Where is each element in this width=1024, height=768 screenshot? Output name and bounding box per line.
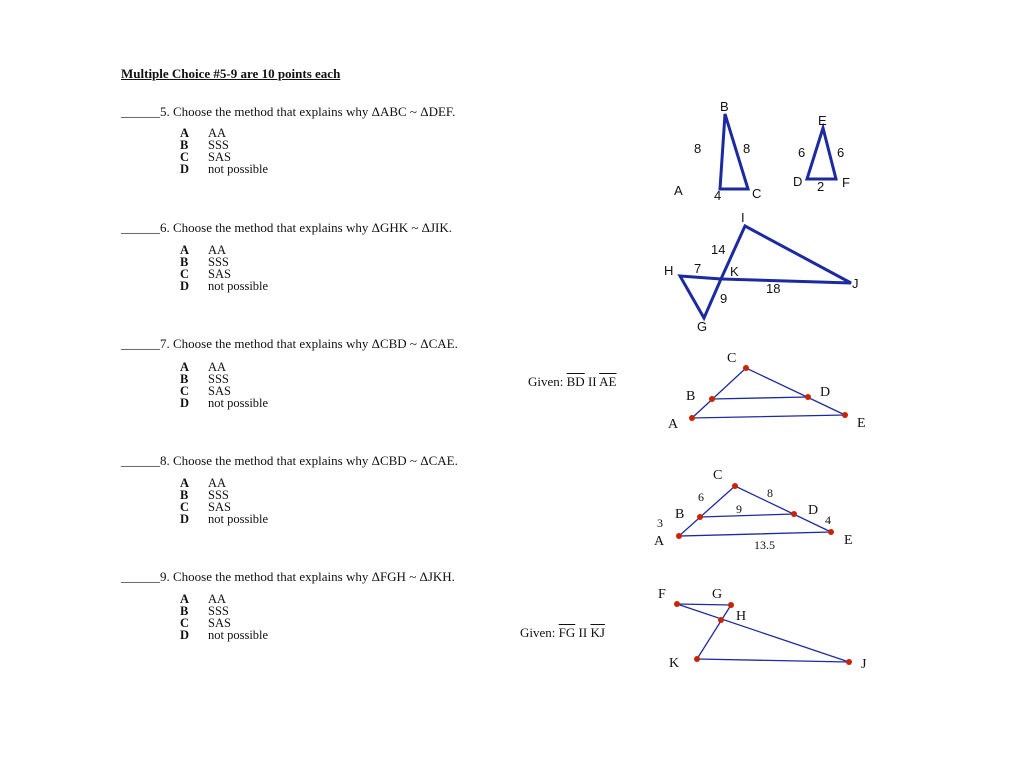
vertex-label-j: J: [861, 657, 867, 672]
question-5: ______5. Choose the method that explains why ΔABC ~ ΔDEF.: [121, 104, 456, 119]
point-c: [732, 483, 738, 489]
vertex-label-h: H: [664, 263, 674, 278]
segment-fg: [677, 604, 731, 605]
point-d: [791, 511, 797, 517]
choice-a[interactable]: A AA: [180, 126, 227, 140]
choice-d[interactable]: D not possible: [180, 512, 269, 526]
point-k: [694, 656, 700, 662]
choice-d[interactable]: D not possible: [180, 162, 269, 176]
vertex-label-a: A: [668, 417, 679, 432]
vertex-label-g: G: [697, 319, 708, 334]
side-label-de: 4: [825, 513, 831, 527]
point-c: [743, 365, 749, 371]
question-9: ______9. Choose the method that explains why ΔFGH ~ ΔJKH.: [121, 569, 455, 584]
figure-q5: [674, 99, 850, 203]
vertex-label-b: B: [720, 99, 729, 114]
vertex-label-f: F: [842, 175, 850, 190]
vertex-label-c: C: [713, 468, 723, 483]
point-d: [805, 394, 811, 400]
point-j: [846, 659, 852, 665]
side-label-hk: 7: [694, 261, 702, 276]
vertex-label-b: B: [675, 507, 685, 522]
question-6: ______6. Choose the method that explains why ΔGHK ~ ΔJIK.: [121, 220, 453, 235]
point-h: [718, 617, 724, 623]
point-a: [676, 533, 682, 539]
side-label-ba: 3: [657, 516, 663, 530]
segment-fj: [677, 604, 849, 662]
point-f: [674, 601, 680, 607]
vertex-label-d: D: [808, 503, 819, 518]
side-label-kj: 18: [766, 281, 781, 296]
vertex-label-f: F: [658, 587, 666, 602]
side-label-ab: 8: [694, 141, 702, 156]
triangle-ghk: [680, 276, 721, 318]
side-label-df: 2: [817, 179, 825, 194]
choice-c[interactable]: C SAS: [180, 500, 231, 514]
given-q7: Given: $\overline{BD}$ II $\overline{AE}$: [528, 374, 617, 389]
figure-q7: [668, 351, 866, 432]
point-g: [728, 602, 734, 608]
side-label-kg: 9: [720, 291, 728, 306]
segment-bd: [700, 514, 794, 517]
vertex-label-c: C: [752, 186, 762, 201]
side-label-cd: 8: [767, 486, 773, 500]
question-8: ______8. Choose the method that explains why ΔCBD ~ ΔCAE.: [121, 453, 458, 468]
side-label-cb: 6: [698, 490, 704, 504]
point-a: [689, 415, 695, 421]
vertex-label-k: K: [669, 656, 680, 671]
vertex-label-h: H: [736, 609, 747, 624]
vertex-label-a: A: [674, 183, 683, 198]
point-e: [842, 412, 848, 418]
choice-c[interactable]: C SAS: [180, 267, 231, 281]
point-b: [697, 514, 703, 520]
choice-b[interactable]: B SSS: [180, 604, 229, 618]
choice-b[interactable]: B SSS: [180, 372, 229, 386]
vertex-label-e: E: [857, 416, 866, 431]
vertex-label-e: E: [844, 533, 853, 548]
point-b: [709, 396, 715, 402]
point-e: [828, 529, 834, 535]
choice-d[interactable]: D not possible: [180, 279, 269, 293]
figure-q6: [664, 210, 859, 334]
vertex-label-k: K: [730, 264, 739, 279]
choice-d[interactable]: D not possible: [180, 396, 269, 410]
vertex-label-d: D: [793, 174, 803, 189]
triangle-def: [807, 128, 836, 179]
given-q9: Given: $\overline{FG}$ II $\overline{KJ}$: [520, 625, 605, 640]
choice-c[interactable]: C SAS: [180, 150, 231, 164]
side-label-de: 6: [798, 145, 806, 160]
segment-kj: [697, 659, 849, 662]
triangle-jik: [721, 226, 851, 283]
vertex-label-d: D: [820, 385, 831, 400]
choice-d[interactable]: D not possible: [180, 628, 269, 642]
choice-a[interactable]: A AA: [180, 476, 227, 490]
question-7: ______7. Choose the method that explains why ΔCBD ~ ΔCAE.: [121, 336, 458, 351]
side-label-ef: 6: [837, 145, 845, 160]
choice-b[interactable]: B SSS: [180, 255, 229, 269]
side-label-ik: 14: [711, 242, 726, 257]
choice-b[interactable]: B SSS: [180, 138, 229, 152]
figure-q8: [654, 468, 853, 552]
choice-c[interactable]: C SAS: [180, 616, 231, 630]
vertex-label-g: G: [712, 587, 723, 602]
vertex-label-c: C: [727, 351, 737, 366]
figure-q9: [658, 587, 867, 672]
choice-b[interactable]: B SSS: [180, 488, 229, 502]
choice-a[interactable]: A AA: [180, 360, 227, 374]
side-label-bc: 8: [743, 141, 751, 156]
vertex-label-e: E: [818, 113, 827, 128]
choice-c[interactable]: C SAS: [180, 384, 231, 398]
side-label-ac: 4: [714, 188, 722, 203]
choice-a[interactable]: A AA: [180, 243, 227, 257]
section-heading: Multiple Choice #5-9 are 10 points each: [121, 66, 341, 81]
vertex-label-j: J: [852, 276, 859, 291]
side-label-ae: 13.5: [754, 538, 775, 552]
vertex-label-i: I: [741, 210, 745, 225]
vertex-label-a: A: [654, 534, 665, 549]
side-label-bd: 9: [736, 502, 742, 516]
vertex-label-b: B: [686, 389, 696, 404]
segment-bd: [712, 397, 808, 399]
choice-a[interactable]: A AA: [180, 592, 227, 606]
